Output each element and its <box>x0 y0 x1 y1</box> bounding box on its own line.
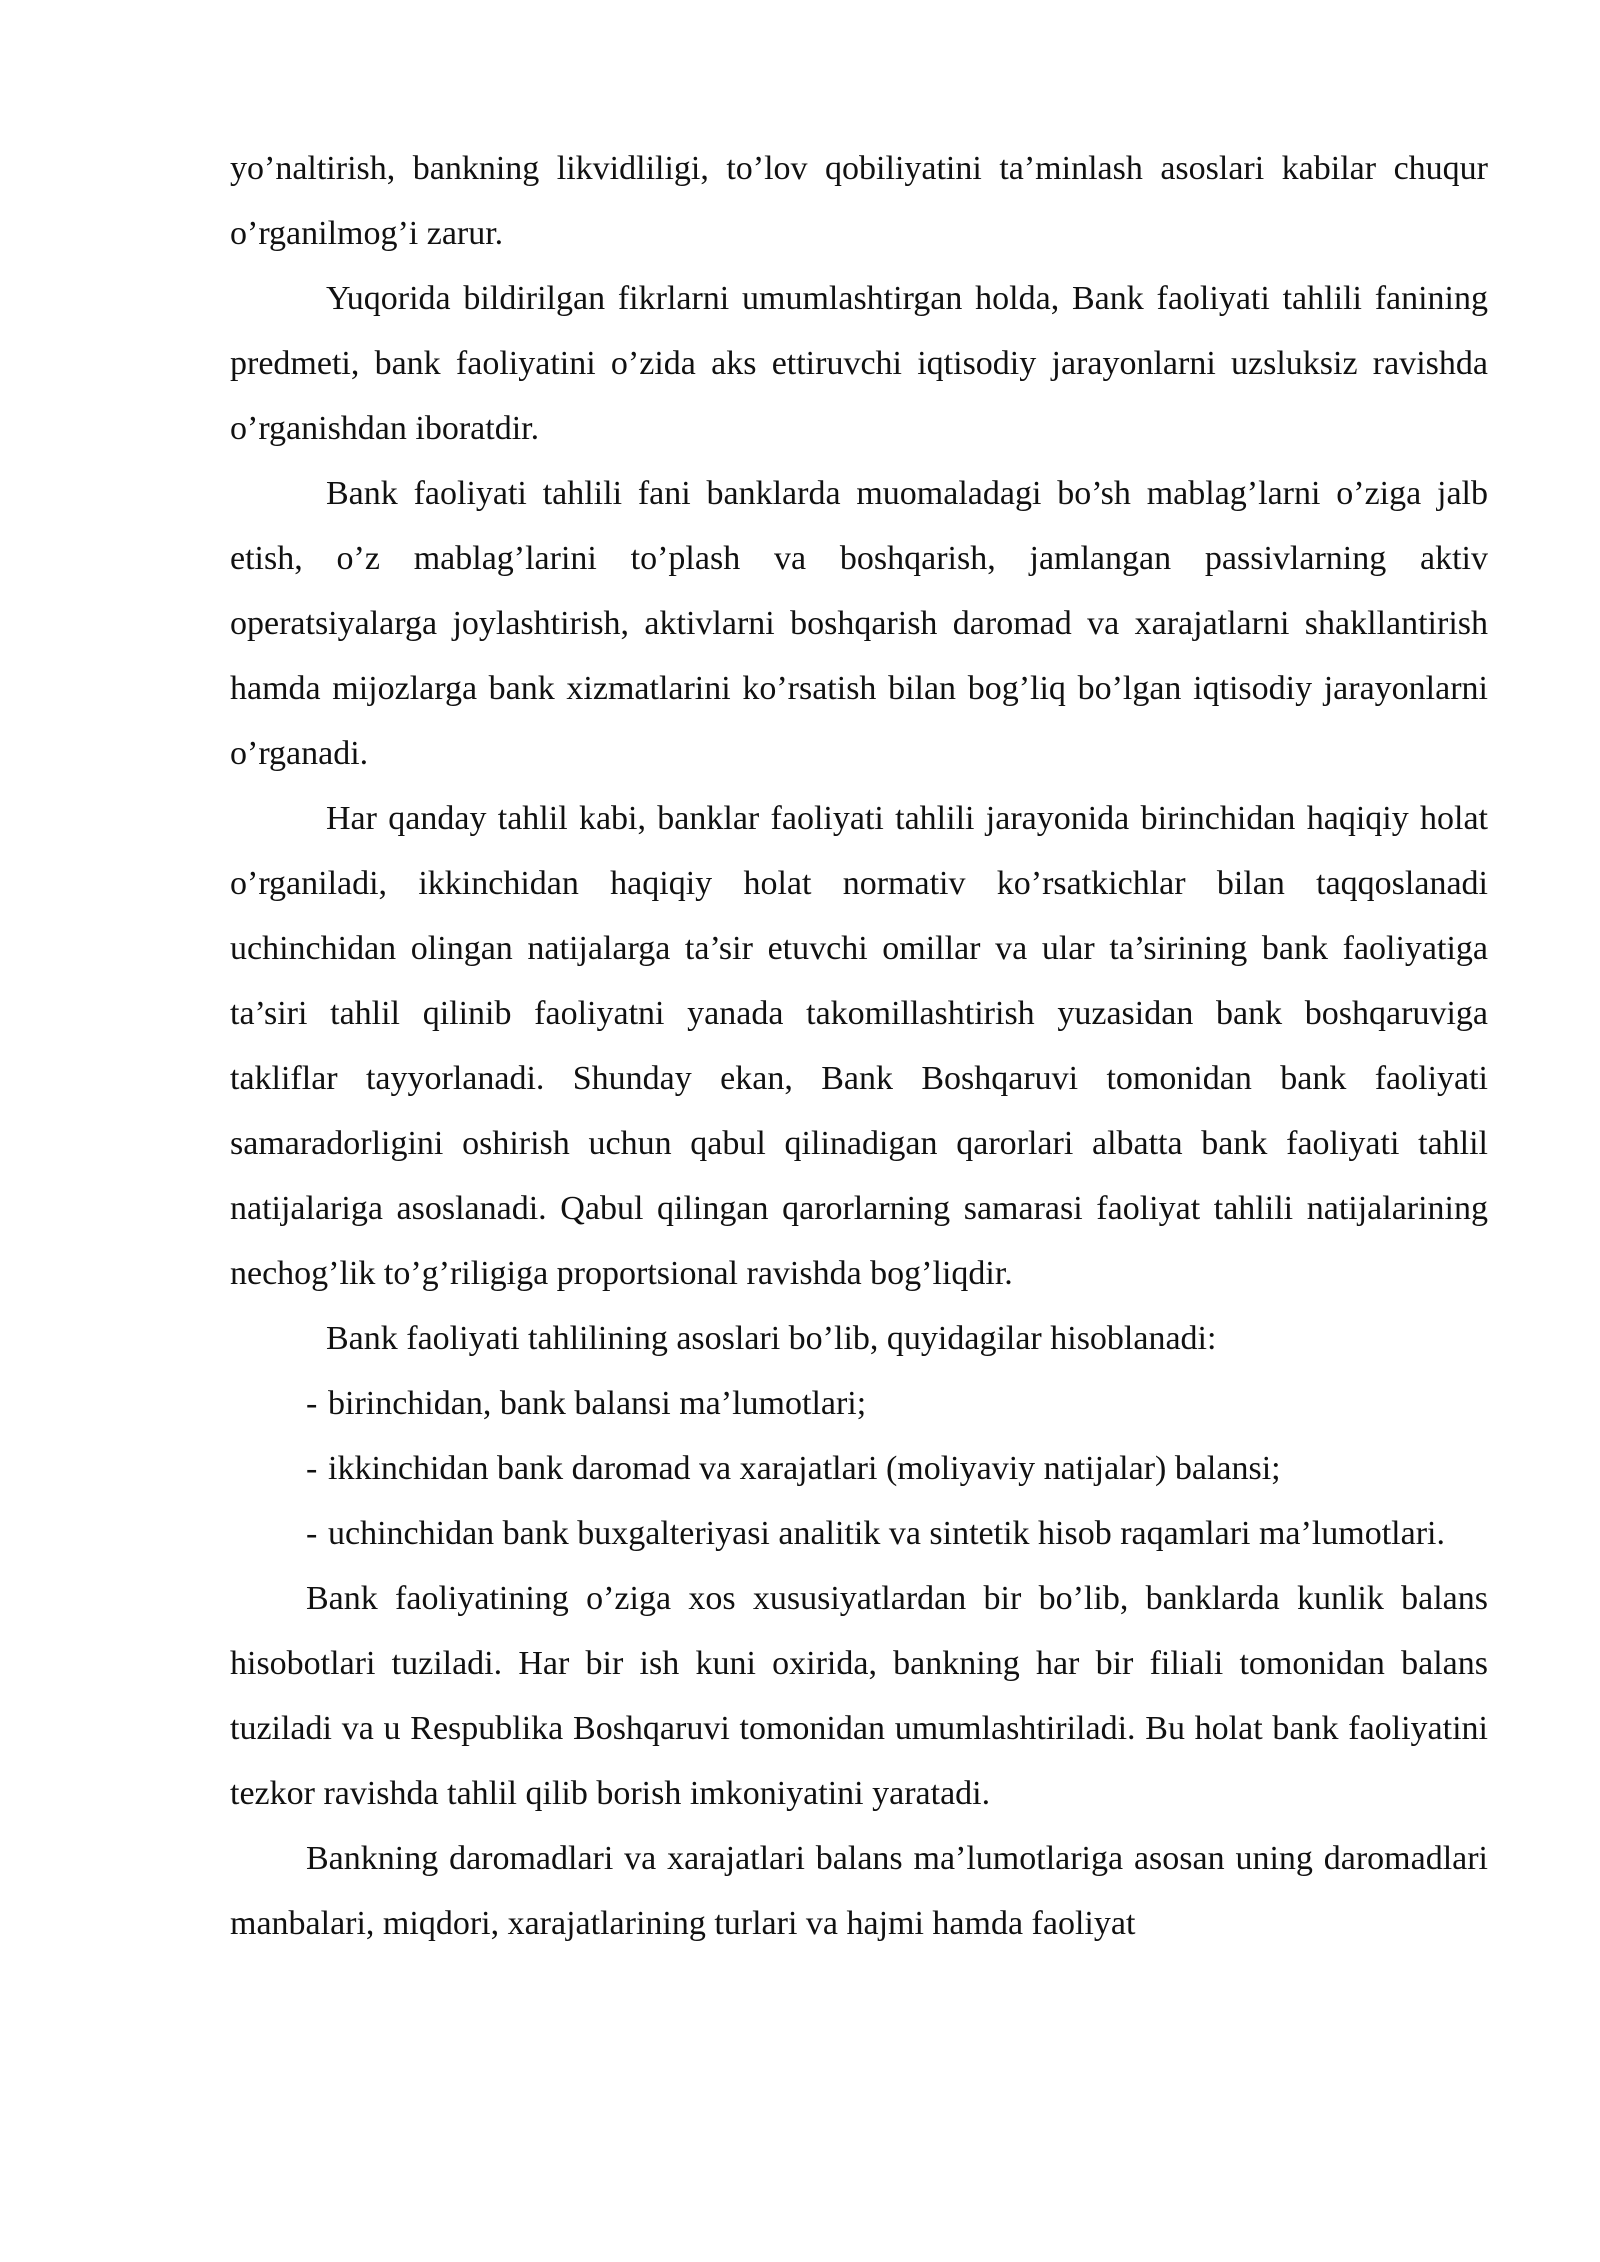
list-dash: - <box>306 1450 318 1487</box>
list-item-text: ikkinchidan bank daromad va xarajatlari (moliyaviy natijalar) balansi; <box>328 1450 1281 1487</box>
document-body <box>230 136 1488 1956</box>
list-item <box>306 1371 1488 1436</box>
paragraph-daily-balance: Bank faoliyatining o’ziga xos xususiyatlardan bir bo’lib, banklarda kunlik balans hisobotlari tuziladi. Har bir ish kuni oxirida, bankning har bir filiali tomonidan balans tuziladi va u Respublika Boshqaruvi tomonidan umumlashtiriladi. Bu holat bank faoliyatini tezkor ravishda tahlil qilib borish imkoniyatini yaratadi. <box>230 1580 1488 1812</box>
paragraph-subject-summary: Yuqorida bildirilgan fikrlarni umumlashtirgan holda, Bank faoliyati tahlili fanining predmeti, bank faoliyatini o’zida aks ettiruvchi iqtisodiy jarayonlarni uzsluksiz ravishda o’rganishdan iboratdir. <box>230 280 1488 447</box>
list-dash: - <box>306 1515 318 1552</box>
paragraph-discipline-scope: Bank faoliyati tahlili fani banklarda muomaladagi bo’sh mablag’larni o’ziga jalb etish, o’z mablag’larini to’plash va boshqarish, jamlangan passivlarning aktiv operatsiyalarga joylashtirish, aktivlarni boshqarish daromad va xarajatlarni shakllantirish hamda mijozlarga bank xizmatlarini ko’rsatish bilan bog’liq bo’lgan iqtisodiy jarayonlarni o’rganadi. <box>230 475 1488 772</box>
paragraph-continuation: yo’naltirish, bankning likvidliligi, to’lov qobiliyatini ta’minlash asoslari kabilar chuqur o’rganilmog’i zarur. <box>230 150 1488 252</box>
list-item <box>306 1436 1488 1501</box>
list-item-text: birinchidan, bank balansi ma’lumotlari; <box>328 1385 867 1422</box>
foundations-list <box>230 1371 1488 1566</box>
paragraph-income-expenses: Bankning daromadlari va xarajatlari balans ma’lumotlariga asosan uning daromadlari manbalari, miqdori, xarajatlarining turlari va hajmi hamda faoliyat <box>230 1840 1488 1942</box>
list-item-text: uchinchidan bank buxgalteriyasi analitik va sintetik hisob raqamlari ma’lumotlari. <box>328 1515 1445 1552</box>
paragraph-analysis-process: Har qanday tahlil kabi, banklar faoliyati tahlili jarayonida birinchidan haqiqiy holat o’rganiladi, ikkinchidan haqiqiy holat normativ ko’rsatkichlar bilan taqqoslanadi uchinchidan olingan natijalarga ta’sir etuvchi omillar va ular ta’sirining bank faoliyatiga ta’siri tahlil qilinib faoliyatni yanada takomillashtirish yuzasidan bank boshqaruviga takliflar tayyorlanadi. Shunday ekan, Bank Boshqaruvi tomonidan bank faoliyati samaradorligini oshirish uchun qabul qilinadigan qarorlari albatta bank faoliyati tahlil natijalariga asoslanadi. Qabul qilingan qarorlarning samarasi faoliyat tahlili natijalarining nechog’lik to’g’riligiga proportsional ravishda bog’liqdir. <box>230 800 1488 1292</box>
paragraph-analysis-foundations: Bank faoliyati tahlilining asoslari bo’lib, quyidagilar hisoblanadi: <box>326 1320 1217 1357</box>
list-dash: - <box>306 1385 318 1422</box>
list-item <box>306 1501 1488 1566</box>
